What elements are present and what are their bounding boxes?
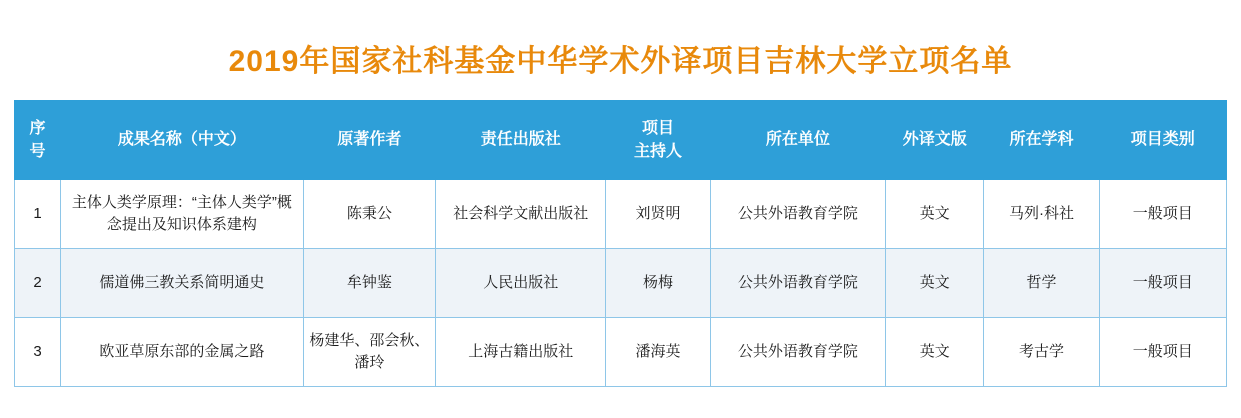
cell-language: 英文: [886, 180, 984, 249]
column-header-host-line2: 主持人: [634, 143, 683, 160]
cell-seq: 3: [15, 318, 61, 387]
column-header-unit: 所在单位: [710, 101, 885, 180]
table-row: [15, 318, 1227, 387]
page-title: 2019年国家社科基金中华学术外译项目吉林大学立项名单: [228, 45, 1013, 78]
cell-type: 一般项目: [1099, 318, 1226, 387]
cell-seq: 1: [15, 180, 61, 249]
cell-subject: 考古学: [984, 318, 1099, 387]
cell-press: 上海古籍出版社: [436, 318, 606, 387]
project-listing-table: [14, 100, 1227, 387]
table-body: [15, 180, 1227, 387]
table-header-row: [15, 101, 1227, 180]
column-header-author: 原著作者: [303, 101, 435, 180]
cell-subject: 马列·科社: [984, 180, 1099, 249]
cell-author: 陈秉公: [303, 180, 435, 249]
column-header-subject: 所在学科: [984, 101, 1099, 180]
cell-type: 一般项目: [1099, 180, 1226, 249]
column-header-seq-line1: 序: [29, 119, 46, 137]
column-header-host-line1: 项目: [642, 119, 675, 137]
cell-seq: 2: [15, 249, 61, 318]
cell-host: 潘海英: [606, 318, 710, 387]
cell-host: 杨梅: [606, 249, 710, 318]
column-header-language: 外译文版: [886, 101, 984, 180]
column-header-host: [606, 101, 710, 180]
table-header: [15, 101, 1227, 180]
cell-title: 欧亚草原东部的金属之路: [61, 318, 304, 387]
cell-press: 人民出版社: [436, 249, 606, 318]
column-header-press: 责任出版社: [436, 101, 606, 180]
cell-unit: 公共外语教育学院: [710, 249, 885, 318]
table-container: [0, 100, 1241, 387]
cell-language: 英文: [886, 318, 984, 387]
cell-title: 主体人类学原理：“主体人类学”概念提出及知识体系建构: [61, 180, 304, 249]
column-header-seq: [15, 101, 61, 180]
cell-unit: 公共外语教育学院: [710, 180, 885, 249]
cell-press: 社会科学文献出版社: [436, 180, 606, 249]
cell-language: 英文: [886, 249, 984, 318]
cell-title: 儒道佛三教关系简明通史: [61, 249, 304, 318]
cell-host: 刘贤明: [606, 180, 710, 249]
column-header-title: 成果名称（中文）: [61, 101, 304, 180]
cell-author: 牟钟鉴: [303, 249, 435, 318]
table-row: [15, 249, 1227, 318]
cell-unit: 公共外语教育学院: [710, 318, 885, 387]
cell-author: 杨建华、邵会秋、潘玲: [303, 318, 435, 387]
cell-type: 一般项目: [1099, 249, 1226, 318]
table-row: [15, 180, 1227, 249]
cell-subject: 哲学: [984, 249, 1099, 318]
column-header-seq-line2: 号: [29, 143, 46, 160]
column-header-type: 项目类别: [1099, 101, 1226, 180]
